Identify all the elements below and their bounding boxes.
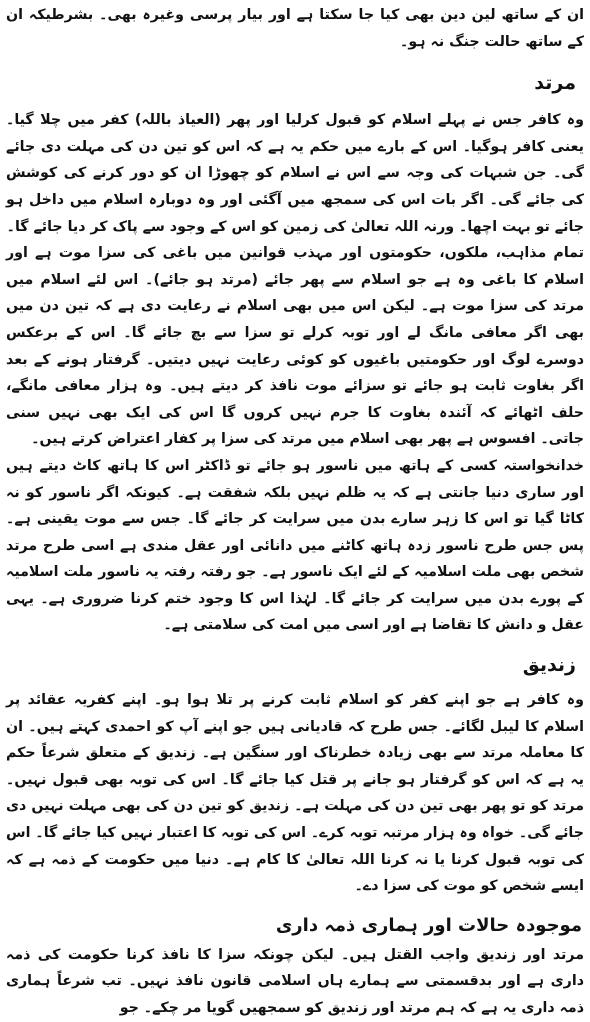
murtad-paragraph-3: خدانخواستہ کسی کے ہاتھ میں ناسور ہو جائے تو ڈاکٹر اس کا ہاتھ کاٹ دیتے ہیں اور ساری دنیا جانتی ہے کہ یہ ظلم نہیں بلکہ شفقت ہے۔ کیونکہ اگر ناسور کو نہ کاٹا گیا تو اس کا زہر سارے بدن میں سرایت کر جائے گا۔ جس سے موت یقینی ہے۔ پس جس طرح ناسور زدہ ہاتھ کاٹنے میں دانائی اور عقل مندی ہے اسی طرح مرتد شخص بھی ملت اسلامیہ کے لئے ایک ناسور ہے۔ جو رفتہ رفتہ یہ ناسور ملت اسلامیہ کے پورے بدن میں سرایت کر جائے گا۔ لہٰذا اس کا وجود ختم کرنا ضروری ہے۔ یہی عقل و دانش کا تقاضا ہے اور اسی میں امت کی سلامتی ہے۔ [6,457,584,634]
current-paragraph-1: مرتد اور زندیق واجب القتل ہیں۔ لیکن چونکہ سزا کا نافذ کرنا حکومت کی ذمہ داری ہے اور بدقسمتی سے ہمارے ہاں اسلامی قانون نافذ نہیں۔ تب شرعاً ہماری ذمہ داری یہ ہے کہ ہم مرتد اور زندیق کو سمجھیں گویا مر چکے۔ جو [6,946,584,1016]
section-heading-current-situation: موجودہ حالات اور ہماری ذمہ داری [275,914,582,936]
section-heading-zindeeq: زندیق [522,654,576,677]
section-heading-murtad: مرتد [534,72,576,95]
zindeeq-paragraph-1: وہ کافر ہے جو اپنے کفر کو اسلام ثابت کرنے پر تلا ہوا ہو۔ اپنے کفریہ عقائد پر اسلام کا لیبل لگائے۔ جس طرح کہ قادیانی ہیں جو اپنے آپ کو احمدی کہتے ہیں۔ ان کا معاملہ مرتد سے بھی زیادہ خطرناک اور سنگین ہے۔ زندیق کے متعلق شرعاً حکم یہ ہے کہ اس کو گرفتار ہو جانے پر قتل کیا جائے گا۔ اس کی توبہ بھی قبول نہیں۔ مرتد کو تو پھر بھی تین دن کی مہلت ہے۔ زندیق کو تین دن کی بھی مہلت نہیں دی جائے گی۔ خواہ وہ ہزار مرتبہ توبہ کرے۔ اس کی توبہ کا اعتبار نہیں کیا جائے گا۔ اس کی توبہ قبول کرنا یا نہ کرنا اللہ تعالیٰ کا کام ہے۔ دنیا میں حکومت کے ذمہ ہے کہ ایسے شخص کو موت کی سزا دے۔ [6,692,584,895]
intro-paragraph: ان کے ساتھ لین دین بھی کیا جا سکتا ہے اور بیار پرسی وغیرہ بھی۔ بشرطیکہ ان کے ساتھ حالت جنگ نہ ہو۔ [6,7,584,50]
murtad-paragraph-1: وہ کافر جس نے پہلے اسلام کو قبول کرلیا اور پھر (العیاذ باللہ) کفر میں چلا گیا۔ یعنی کافر ہوگیا۔ اس کے بارے میں حکم یہ ہے کہ اس کو تین دن کی مہلت دی جائے گی۔ جن شبہات کی وجہ سے اس نے اسلام کو چھوڑا ان کو دور کرنے کی کوشش کی جائے گی۔ اگر بات اس کی سمجھ میں آگئی اور وہ دوبارہ اسلام میں داخل ہو جائے تو بہت اچھا۔ ورنہ اللہ تعالیٰ کی زمین کو اس کے وجود سے پاک کر دیا جائے گا۔ [6,112,584,235]
murtad-paragraph-2: تمام مذاہب، ملکوں، حکومتوں اور مہذب قوانین میں باغی کی سزا موت ہے اور اسلام کا باغی وہ ہے جو اسلام سے پھر جائے (مرتد ہو جائے)۔ اس لئے اسلام میں مرتد کی سزا موت ہے۔ لیکن اس میں بھی اسلام نے رعایت دی ہے کہ تین دن میں بھی اگر معافی مانگ لے اور توبہ کرلے تو سزا سے بچ جائے گا۔ اس کے برعکس دوسرے لوگ اور حکومتیں باغیوں کو کوئی رعایت نہیں دیتیں۔ گرفتار ہونے کے بعد اگر بغاوت ثابت ہو جائے تو سزائے موت نافذ کر دیتے ہیں۔ وہ ہزار معافی مانگے، حلف اٹھائے کہ آئندہ بغاوت کا جرم نہیں کروں گا اس کی ایک بھی نہیں سنی جاتی۔ افسوس ہے پھر بھی اسلام میں مرتد کی سزا پر کفار اعتراض کرتے ہیں۔ [6,245,584,448]
